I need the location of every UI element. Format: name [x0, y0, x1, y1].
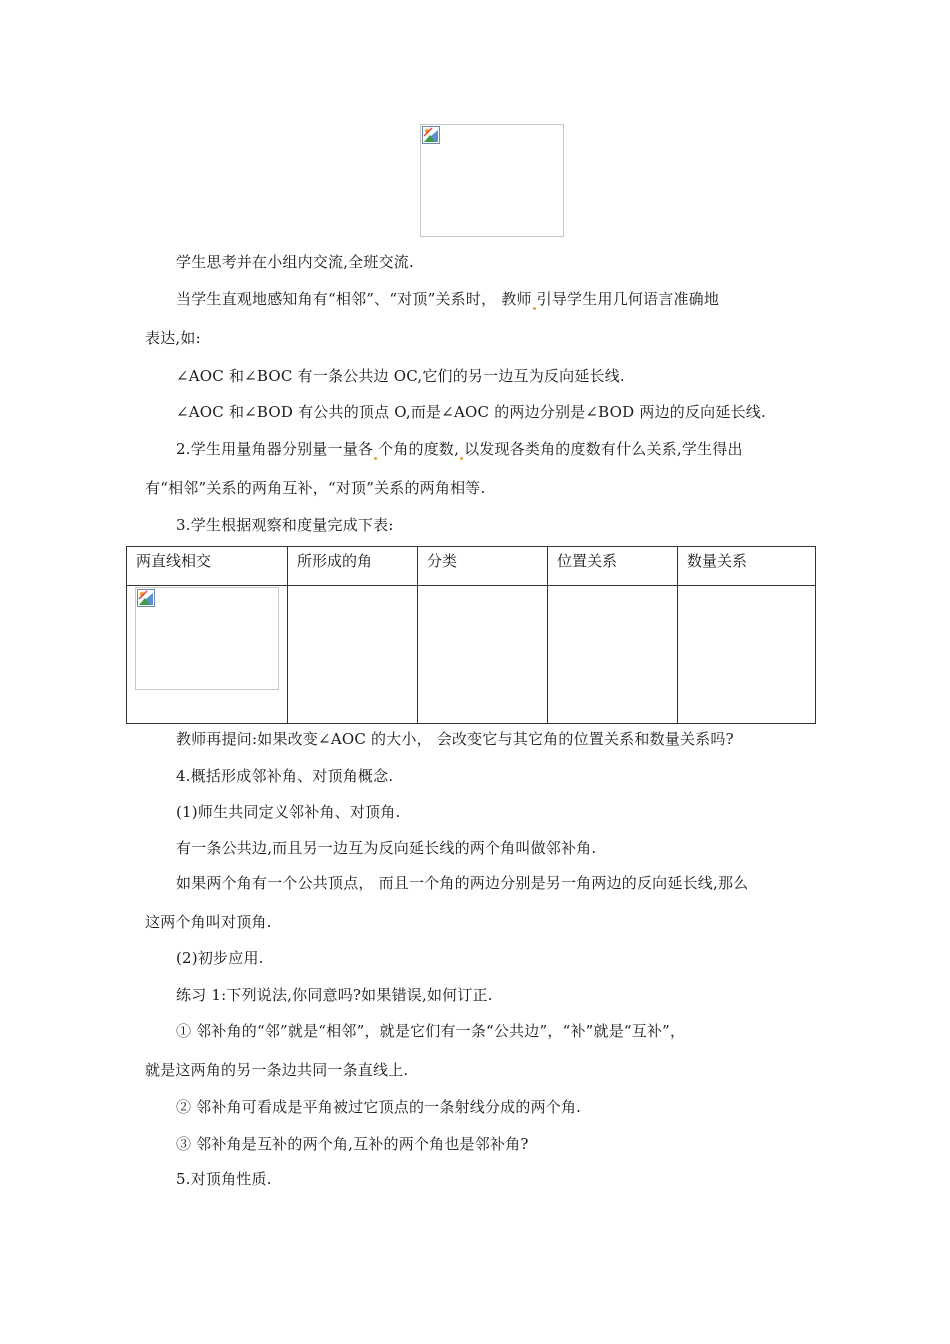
paragraph: ② 邻补角可看成是平角被过它顶点的一条射线分成的两个角.	[176, 1098, 582, 1116]
paragraph	[176, 439, 743, 460]
paragraph-text: 以发现各类角的度数有什么关系,学生得出	[464, 440, 743, 458]
paragraph: 教师再提问:如果改变∠AOC 的大小， 会改变它与其它角的位置关系和数量关系吗?	[176, 730, 734, 748]
table-header-cell: 数量关系	[678, 547, 816, 586]
paragraph: 练习 1:下列说法,你同意吗?如果错误,如何订正.	[176, 986, 493, 1004]
figure-image	[420, 124, 564, 237]
table-header-cell: 所形成的角	[288, 547, 418, 586]
paragraph: ③ 邻补角是互补的两个角,互补的两个角也是邻补角?	[176, 1135, 529, 1153]
paragraph: 如果两个角有一个公共顶点， 而且一个角的两边分别是另一角两边的反向延长线,那么	[176, 874, 749, 892]
paragraph: 5.对顶角性质.	[176, 1170, 272, 1188]
table-header-cell: 位置关系	[548, 547, 678, 586]
paragraph: (1)师生共同定义邻补角、对顶角.	[176, 803, 401, 821]
paragraph: ① 邻补角的“邻”就是“相邻”，就是它们有一条“公共边”，“补”就是“互补”，	[176, 1022, 686, 1040]
paragraph: 就是这两角的另一条边共同一条直线上.	[145, 1061, 409, 1079]
paragraph: 学生思考并在小组内交流,全班交流.	[176, 253, 414, 271]
table-header-cell: 两直线相交	[127, 547, 288, 586]
table-row	[127, 586, 816, 724]
paragraph: 3.学生根据观察和度量完成下表:	[176, 516, 394, 534]
paragraph: 4.概括形成邻补角、对顶角概念.	[176, 767, 394, 785]
broken-image-icon	[137, 589, 155, 607]
table-cell	[288, 586, 418, 724]
mark-dot	[533, 307, 536, 310]
broken-image-icon	[422, 126, 440, 144]
table-header-row	[127, 547, 816, 586]
table-cell	[548, 586, 678, 724]
table-cell	[678, 586, 816, 724]
paragraph: ∠AOC 和∠BOD 有公共的顶点 O,而是∠AOC 的两边分别是∠BOD 两边的反向延长线.	[176, 403, 766, 421]
table-figure-image	[135, 587, 279, 690]
mark-dot	[460, 457, 463, 460]
table-cell	[418, 586, 548, 724]
paragraph: 有一条公共边,而且另一边互为反向延长线的两个角叫做邻补角.	[176, 839, 597, 857]
paragraph: 有“相邻”关系的两角互补，“对顶”关系的两角相等.	[145, 479, 486, 497]
paragraph	[176, 289, 719, 310]
paragraph: 这两个角叫对顶角.	[145, 913, 272, 931]
table-cell	[127, 586, 288, 724]
paragraph-text: 个角的度数,	[378, 440, 460, 458]
paragraph-text: 引导学生用几何语言准确地	[536, 290, 720, 308]
table-header-cell: 分类	[418, 547, 548, 586]
mark-dot	[374, 457, 377, 460]
paragraph: ∠AOC 和∠BOC 有一条公共边 OC,它们的另一边互为反向延长线.	[176, 367, 625, 385]
paragraph: 表达,如:	[145, 329, 201, 347]
observation-table	[126, 546, 816, 724]
paragraph-text: 当学生直观地感知角有“相邻”、“对顶”关系时， 教师	[176, 290, 532, 308]
paragraph-text: 2.学生用量角器分别量一量各	[176, 440, 374, 458]
paragraph: (2)初步应用.	[176, 949, 264, 967]
